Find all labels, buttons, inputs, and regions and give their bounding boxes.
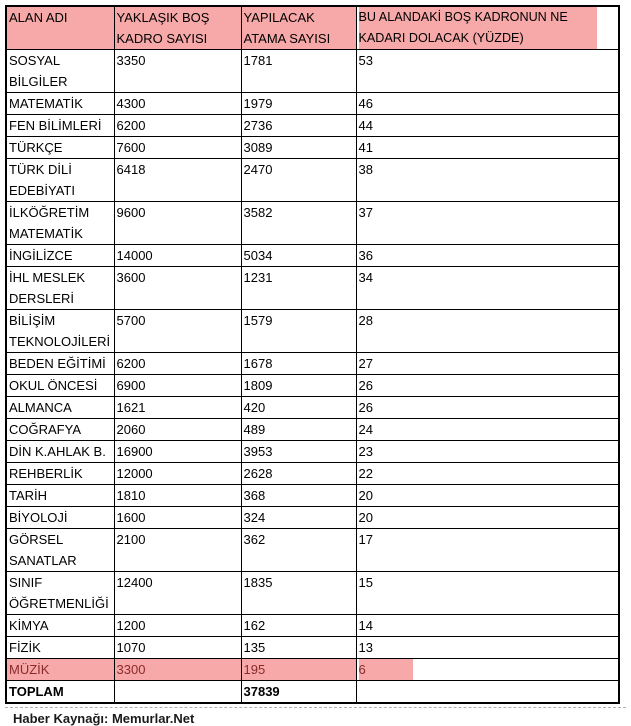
cell-yuzde: 26 (356, 397, 619, 419)
cell-yuzde: 28 (356, 310, 619, 353)
table-row (6, 115, 619, 137)
cell-atama: 362 (241, 529, 356, 572)
cell-yuzde: 22 (356, 463, 619, 485)
cell-atama: 2470 (241, 159, 356, 202)
row-highlight: 6 (359, 659, 413, 680)
cell-alan: İLKÖĞRETİM MATEMATİK (6, 202, 114, 245)
cell-kadro: 7600 (114, 137, 241, 159)
cell-kadro: 1810 (114, 485, 241, 507)
cell-yuzde: 20 (356, 507, 619, 529)
cell-kadro: 6418 (114, 159, 241, 202)
appointment-table (5, 5, 620, 704)
cell-kadro: 1070 (114, 637, 241, 659)
cell-atama: 3582 (241, 202, 356, 245)
table-row (6, 159, 619, 202)
cell-yuzde: 37 (356, 202, 619, 245)
table-row (6, 267, 619, 310)
cell-alan: MÜZİK (6, 659, 114, 681)
cell-kadro: 12400 (114, 572, 241, 615)
table-row (6, 353, 619, 375)
col-header-yuzde (356, 6, 619, 50)
table-row-total (6, 681, 619, 704)
cell-atama: 5034 (241, 245, 356, 267)
cell-alan: BEDEN EĞİTİMİ (6, 353, 114, 375)
table-row (6, 375, 619, 397)
cell-atama: 489 (241, 419, 356, 441)
cell-alan: REHBERLİK (6, 463, 114, 485)
cell-atama: 2628 (241, 463, 356, 485)
table-row (6, 202, 619, 245)
cell-yuzde: 24 (356, 419, 619, 441)
cell-atama: 1579 (241, 310, 356, 353)
cell-yuzde: 34 (356, 267, 619, 310)
cell-alan: TÜRK DİLİ EDEBİYATI (6, 159, 114, 202)
table-row (6, 615, 619, 637)
cell-kadro: 6200 (114, 353, 241, 375)
cell-alan: TÜRKÇE (6, 137, 114, 159)
cell-yuzde: 44 (356, 115, 619, 137)
cell-atama: 1809 (241, 375, 356, 397)
table-row (6, 245, 619, 267)
cell-kadro: 4300 (114, 93, 241, 115)
cell-atama: 1835 (241, 572, 356, 615)
cell-yuzde: 36 (356, 245, 619, 267)
cell-atama: 195 (241, 659, 356, 681)
cell-atama: 162 (241, 615, 356, 637)
cell-alan: KİMYA (6, 615, 114, 637)
table-row (6, 529, 619, 572)
cell-alan: DİN K.AHLAK B. (6, 441, 114, 463)
cell-yuzde: 13 (356, 637, 619, 659)
col-header-alan-adi: ALAN ADI (6, 6, 114, 50)
cell-alan: TOPLAM (6, 681, 114, 704)
header-row (6, 6, 619, 50)
cell-atama: 135 (241, 637, 356, 659)
cell-alan: İNGİLİZCE (6, 245, 114, 267)
cell-kadro (114, 681, 241, 704)
cell-yuzde: 20 (356, 485, 619, 507)
table-row (6, 637, 619, 659)
cell-kadro: 1200 (114, 615, 241, 637)
table-row (6, 310, 619, 353)
cell-yuzde (356, 659, 619, 681)
cell-kadro: 3600 (114, 267, 241, 310)
cell-atama: 3953 (241, 441, 356, 463)
cell-alan: FEN BİLİMLERİ (6, 115, 114, 137)
cell-alan: GÖRSEL SANATLAR (6, 529, 114, 572)
cell-alan: TARİH (6, 485, 114, 507)
cell-atama: 368 (241, 485, 356, 507)
cell-kadro: 5700 (114, 310, 241, 353)
col-header-bos-kadro: YAKLAŞIK BOŞ KADRO SAYISI (114, 6, 241, 50)
dashed-divider (5, 707, 626, 708)
table-row (6, 50, 619, 93)
cell-atama: 1678 (241, 353, 356, 375)
table-row (6, 397, 619, 419)
cell-yuzde: 27 (356, 353, 619, 375)
cell-kadro: 1621 (114, 397, 241, 419)
col-header-atama-sayisi: YAPILACAK ATAMA SAYISI (241, 6, 356, 50)
table-row (6, 507, 619, 529)
cell-yuzde: 17 (356, 529, 619, 572)
cell-atama: 3089 (241, 137, 356, 159)
cell-alan: BİLİŞİM TEKNOLOJİLERİ (6, 310, 114, 353)
cell-yuzde (356, 681, 619, 704)
cell-kadro: 1600 (114, 507, 241, 529)
cell-atama: 324 (241, 507, 356, 529)
cell-kadro: 14000 (114, 245, 241, 267)
cell-alan: SOSYAL BİLGİLER (6, 50, 114, 93)
source-caption: Haber Kaynağı: Memurlar.Net (13, 711, 195, 726)
cell-kadro: 6200 (114, 115, 241, 137)
table-row (6, 572, 619, 615)
table-row (6, 93, 619, 115)
cell-kadro: 12000 (114, 463, 241, 485)
table-row (6, 463, 619, 485)
cell-kadro: 2060 (114, 419, 241, 441)
cell-alan: FİZİK (6, 637, 114, 659)
cell-atama: 2736 (241, 115, 356, 137)
table-row (6, 419, 619, 441)
table-row (6, 137, 619, 159)
cell-alan: SINIF ÖĞRETMENLİĞİ (6, 572, 114, 615)
cell-yuzde: 46 (356, 93, 619, 115)
cell-yuzde: 14 (356, 615, 619, 637)
cell-yuzde: 15 (356, 572, 619, 615)
cell-atama: 1979 (241, 93, 356, 115)
cell-kadro: 3350 (114, 50, 241, 93)
table-row (6, 485, 619, 507)
cell-alan: ALMANCA (6, 397, 114, 419)
cell-alan: OKUL ÖNCESİ (6, 375, 114, 397)
cell-kadro: 6900 (114, 375, 241, 397)
cell-yuzde: 26 (356, 375, 619, 397)
cell-yuzde: 23 (356, 441, 619, 463)
cell-kadro: 9600 (114, 202, 241, 245)
cell-atama: 420 (241, 397, 356, 419)
cell-atama: 1781 (241, 50, 356, 93)
cell-kadro: 2100 (114, 529, 241, 572)
cell-kadro: 3300 (114, 659, 241, 681)
cell-kadro: 16900 (114, 441, 241, 463)
cell-alan: BİYOLOJİ (6, 507, 114, 529)
cell-yuzde: 53 (356, 50, 619, 93)
cell-atama: 37839 (241, 681, 356, 704)
cell-alan: İHL MESLEK DERSLERİ (6, 267, 114, 310)
cell-atama: 1231 (241, 267, 356, 310)
cell-alan: COĞRAFYA (6, 419, 114, 441)
cell-alan: MATEMATİK (6, 93, 114, 115)
cell-yuzde: 38 (356, 159, 619, 202)
cell-yuzde: 41 (356, 137, 619, 159)
table-row (6, 441, 619, 463)
header-highlight: BU ALANDAKİ BOŞ KADRONUN NE KADARI DOLACAK (YÜZDE) (359, 7, 597, 49)
table-row-muzik-highlighted (6, 659, 619, 681)
